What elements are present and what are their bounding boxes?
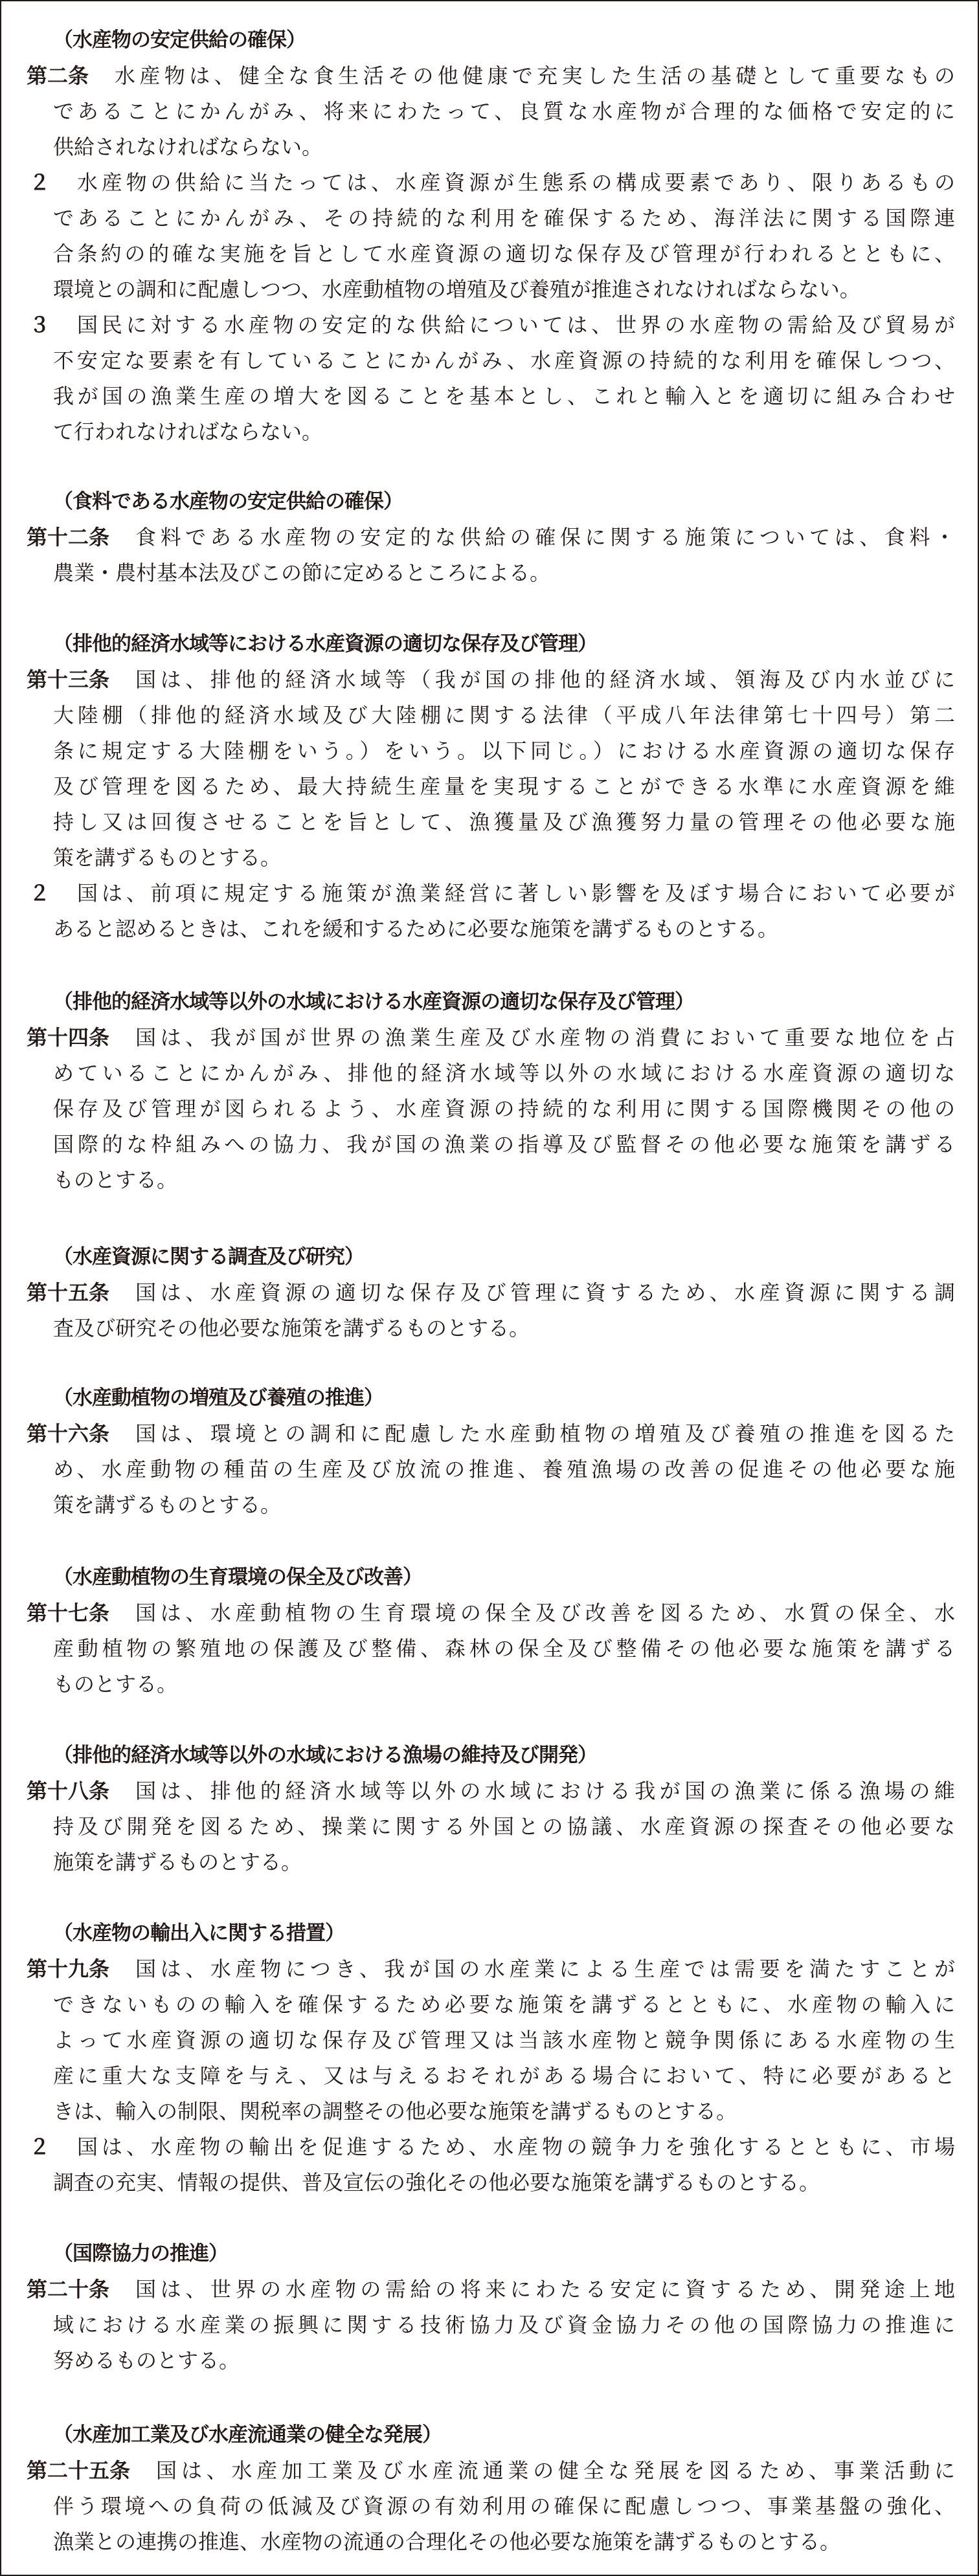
section-heading: （排他的経済水域等における水産資源の適切な保存及び管理） xyxy=(53,632,597,656)
article-first-line xyxy=(27,1275,955,1311)
section-heading: （水産物の安定供給の確保） xyxy=(53,28,306,52)
article-number: 第十三条 xyxy=(27,667,110,692)
section-heading: （水産資源に関する調査及び研究） xyxy=(53,1245,364,1269)
continuation-line: 条に規定する大陸棚をいう。）をいう。以下同じ。）における水産資源の適切な保存 xyxy=(53,738,955,763)
line-text: 国は、水産物につき、我が国の水産業による生産では需要を満たすことが xyxy=(135,1957,955,1981)
article-first-line xyxy=(27,1020,955,1056)
article-number: 第二十五条 xyxy=(27,2458,131,2483)
article-number: 第二十条 xyxy=(27,2277,110,2302)
line-text: 国は、水産動植物の生育環境の保全及び改善を図るため、水質の保全、水 xyxy=(135,1601,955,1625)
continuation-line: 持し又は回復させることを旨として、漁獲量及び漁獲努力量の管理その他必要な施 xyxy=(53,810,955,834)
continuation-line: きは、輸入の制限、関税率の調整その他必要な施策を講ずるものとする。 xyxy=(53,2099,737,2124)
article-number: 第十八条 xyxy=(27,1779,110,1803)
continuation-line: できないものの輸入を確保するため必要な施策を講ずるとともに、水産物の輸入に xyxy=(53,1992,955,2017)
section-heading: （排他的経済水域等以外の水域における漁場の維持及び開発） xyxy=(53,1744,597,1767)
clause-first-line xyxy=(27,165,955,201)
clause-first-line xyxy=(27,2129,955,2165)
article-number: 第十六条 xyxy=(27,1421,110,1446)
continuation-line: 査及び研究その他必要な施策を講ずるものとする。 xyxy=(53,1316,530,1340)
article-number: 第十九条 xyxy=(27,1957,110,1981)
continuation-line: 供給されなければならない。 xyxy=(53,135,323,159)
continuation-line: て行われなければならない。 xyxy=(53,419,323,444)
clause-number: ３ xyxy=(28,313,50,337)
continuation-line: あると認めるときは、これを緩和するために必要な施策を講ずるものとする。 xyxy=(53,916,779,941)
article-number: 第十二条 xyxy=(27,525,110,550)
continuation-line: 域における水産業の振興に関する技術協力及び資金協力その他の国際協力の推進に xyxy=(53,2313,955,2337)
article-first-line xyxy=(27,1773,955,1809)
line-text: 国は、前項に規定する施策が漁業経営に著しい影響を及ぼす場合において必要が xyxy=(77,881,955,905)
continuation-line: 大陸棚（排他的経済水域及び大陸棚に関する法律（平成八年法律第七十四号）第二 xyxy=(53,703,955,727)
line-text: 食料である水産物の安定的な供給の確保に関する施策については、食料・ xyxy=(135,525,955,550)
section-heading: （水産動植物の生育環境の保全及び改善） xyxy=(53,1566,422,1589)
continuation-line: 調査の充実、情報の提供、普及宣伝の強化その他必要な施策を講ずるものとする。 xyxy=(53,2170,820,2195)
clause-number: ２ xyxy=(28,881,50,905)
line-text: 国は、水産加工業及び水産流通業の健全な発展を図るため、事業活動に xyxy=(156,2458,955,2483)
article-first-line xyxy=(27,662,955,698)
section-heading: （水産動植物の増殖及び養殖の推進） xyxy=(53,1386,383,1410)
continuation-line: 策を講ずるものとする。 xyxy=(53,845,282,870)
article-first-line xyxy=(27,1595,955,1631)
clause-number: ２ xyxy=(28,170,50,195)
clause-first-line xyxy=(27,307,955,343)
article-first-line xyxy=(27,2453,955,2489)
clause-first-line xyxy=(27,876,955,911)
line-text: 国民に対する水産物の安定的な供給については、世界の水産物の需給及び貿易が xyxy=(77,313,955,337)
continuation-line: 国際的な枠組みへの協力、我が国の漁業の指導及び監督その他必要な施策を講ずる xyxy=(53,1132,955,1157)
line-text: 国は、排他的経済水域等（我が国の排他的経済水域、領海及び内水並びに xyxy=(135,667,955,692)
continuation-line: めていることにかんがみ、排他的経済水域等以外の水域における水産資源の適切な xyxy=(53,1061,955,1085)
article-first-line xyxy=(27,2272,955,2307)
continuation-line: ものとする。 xyxy=(53,1672,178,1696)
line-text: 国は、環境との調和に配慮した水産動植物の増殖及び養殖の推進を図るた xyxy=(135,1421,955,1446)
article-first-line xyxy=(27,58,955,94)
article-number: 第十七条 xyxy=(27,1601,110,1625)
continuation-line: 施策を講ずるものとする。 xyxy=(53,1850,302,1874)
continuation-line: 合条約の的確な実施を旨として水産資源の適切な保存及び管理が行われるとともに、 xyxy=(53,241,955,266)
continuation-line: め、水産動物の種苗の生産及び放流の推進、養殖漁場の改善の促進その他必要な施 xyxy=(53,1457,955,1482)
section-heading: （排他的経済水域等以外の水域における水産資源の適切な保存及び管理） xyxy=(53,990,694,1014)
section-heading: （食料である水産物の安定供給の確保） xyxy=(53,490,403,513)
continuation-line: 伴う環境への負荷の低減及び資源の有効利用の確保に配慮しつつ、事業基盤の強化、 xyxy=(53,2494,955,2518)
continuation-line: 漁業との連携の推進、水産物の流通の合理化その他必要な施策を講ずるものとする。 xyxy=(53,2529,841,2554)
line-text: 水産物の供給に当たっては、水産資源が生態系の構成要素であり、限りあるもの xyxy=(77,170,955,195)
continuation-line: 策を講ずるものとする。 xyxy=(53,1493,282,1517)
continuation-line: であることにかんがみ、その持続的な利用を確保するため、海洋法に関する国際連 xyxy=(53,206,955,230)
continuation-line: 産動植物の繁殖地の保護及び整備、森林の保全及び整備その他必要な施策を講ずる xyxy=(53,1636,955,1661)
article-first-line xyxy=(27,1951,955,1987)
section-heading: （水産加工業及び水産流通業の健全な発展） xyxy=(53,2423,442,2447)
article-number: 第十四条 xyxy=(27,1025,110,1050)
article-number: 第二条 xyxy=(27,63,89,88)
continuation-line: 及び管理を図るため、最大持続生産量を実現することができる水準に水産資源を維 xyxy=(53,774,955,799)
line-text: 国は、世界の水産物の需給の将来にわたる安定に資するため、開発途上地 xyxy=(135,2277,955,2302)
article-first-line xyxy=(27,1416,955,1452)
continuation-line: 我が国の漁業生産の増大を図ることを基本とし、これと輸入とを適切に組み合わせ xyxy=(53,384,955,408)
continuation-line: 不安定な要素を有していることにかんがみ、水産資源の持続的な利用を確保しつつ、 xyxy=(53,348,955,373)
line-text: 国は、我が国が世界の漁業生産及び水産物の消費において重要な地位を占 xyxy=(135,1025,955,1050)
clause-number: ２ xyxy=(28,2135,50,2159)
article-number: 第十五条 xyxy=(27,1280,110,1305)
continuation-line: 環境との調和に配慮しつつ、水産動植物の増殖及び養殖が推進されなければならない。 xyxy=(53,277,861,302)
line-text: 国は、水産資源の適切な保存及び管理に資するため、水産資源に関する調 xyxy=(135,1280,955,1305)
line-text: 水産物は、健全な食生活その他健康で充実した生活の基礎として重要なもの xyxy=(115,63,955,88)
continuation-line: 農業・農村基本法及びこの節に定めるところによる。 xyxy=(53,561,551,585)
continuation-line: ものとする。 xyxy=(53,1168,178,1192)
continuation-line: 努めるものとする。 xyxy=(53,2348,240,2373)
section-heading: （水産物の輸出入に関する措置） xyxy=(53,1922,344,1945)
article-first-line xyxy=(27,520,955,555)
line-text: 国は、排他的経済水域等以外の水域における我が国の漁業に係る漁場の維 xyxy=(135,1779,955,1803)
continuation-line: 保存及び管理が図られるよう、水産資源の持続的な利用に関する国際機関その他の xyxy=(53,1096,955,1121)
continuation-line: 持及び開発を図るため、操業に関する外国との協議、水産資源の探査その他必要な xyxy=(53,1814,955,1839)
section-heading: （国際協力の推進） xyxy=(53,2242,228,2265)
continuation-line: であることにかんがみ、将来にわたって、良質な水産物が合理的な価格で安定的に xyxy=(53,99,955,124)
line-text: 国は、水産物の輸出を促進するため、水産物の競争力を強化するとともに、市場 xyxy=(77,2135,955,2159)
continuation-line: 産に重大な支障を与え、又は与えるおそれがある場合において、特に必要があると xyxy=(53,2063,955,2088)
continuation-line: よって水産資源の適切な保存及び管理又は当該水産物と競争関係にある水産物の生 xyxy=(53,2028,955,2052)
